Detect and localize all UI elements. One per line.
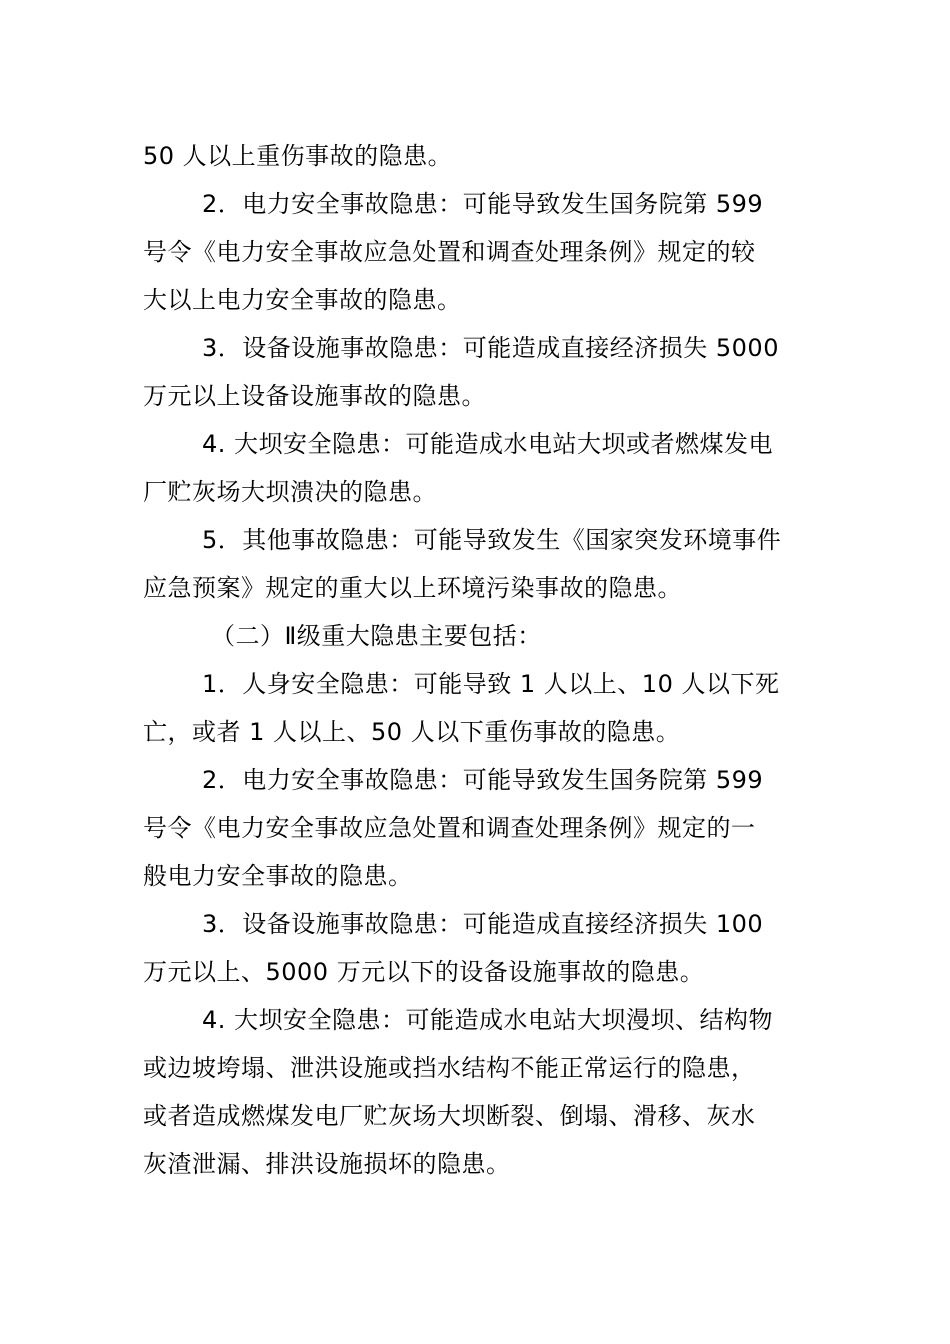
text-line: 号令《电力安全事故应急处置和调查处理条例》规定的一	[143, 814, 756, 842]
text-line: 万元以上、5000 万元以下的设备设施事故的隐患。	[143, 958, 705, 986]
document-body	[143, 132, 809, 1188]
text-line: 3．设备设施事故隐患：可能造成直接经济损失 5000	[202, 334, 779, 362]
text-line: 4. 大坝安全隐患：可能造成水电站大坝漫坝、结构物	[202, 1006, 774, 1034]
text-line: 厂贮灰场大坝溃决的隐患。	[143, 478, 437, 506]
text-line: 大以上电力安全事故的隐患。	[143, 286, 462, 314]
text-line: 或者造成燃煤发电厂贮灰场大坝断裂、倒塌、滑移、灰水	[143, 1102, 756, 1130]
section-heading: （二）Ⅱ级重大隐患主要包括：	[211, 622, 542, 650]
text-line: 2．电力安全事故隐患：可能导致发生国务院第 599	[202, 190, 764, 218]
text-line: 号令《电力安全事故应急处置和调查处理条例》规定的较	[143, 238, 756, 266]
text-line: 4. 大坝安全隐患：可能造成水电站大坝或者燃煤发电	[202, 430, 774, 458]
text-line: 或边坡垮塌、泄洪设施或挡水结构不能正常运行的隐患，	[143, 1054, 756, 1082]
text-line: 万元以上设备设施事故的隐患。	[143, 382, 486, 410]
text-line: 50 人以上重伤事故的隐患。	[143, 142, 453, 170]
text-line: 亡，或者 1 人以上、50 人以下重伤事故的隐患。	[143, 718, 681, 746]
text-line: 3．设备设施事故隐患：可能造成直接经济损失 100	[202, 910, 764, 938]
text-line: 5．其他事故隐患：可能导致发生《国家突发环境事件	[202, 526, 782, 554]
text-line: 2．电力安全事故隐患：可能导致发生国务院第 599	[202, 766, 764, 794]
text-line: 1．人身安全隐患：可能导致 1 人以上、10 人以下死	[202, 670, 780, 698]
text-line: 般电力安全事故的隐患。	[143, 862, 413, 890]
text-line: 应急预案》规定的重大以上环境污染事故的隐患。	[143, 574, 682, 602]
text-line: 灰渣泄漏、排洪设施损坏的隐患。	[143, 1150, 511, 1178]
